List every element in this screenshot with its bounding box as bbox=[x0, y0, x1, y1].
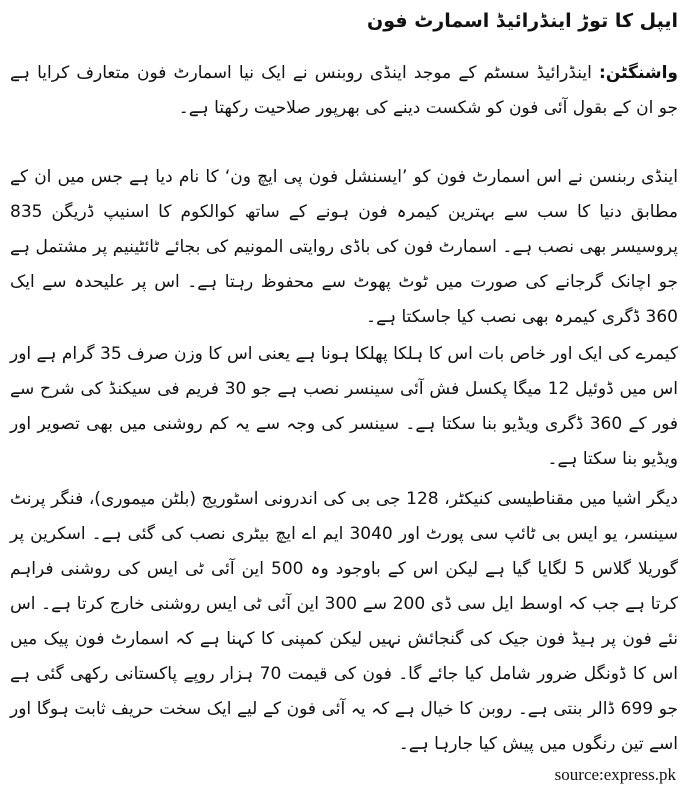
article-paragraph-2: اینڈی ربنسن نے اس اسمارٹ فون کو ’ایسنشل فون پی ایچ ون‘ کا نام دیا ہے جس میں ان کے مطابق دنیا کا سب سے بہترین کیمرہ فون ہونے کے ساتھ کوالکوم کا اسنیپ ڈریگن 835 پروسیسر بھی نصب ہے۔ اسمارٹ فون کی باڈی روایتی المونیم کی بجائے ٹائٹینیم پر مشتمل ہے جو اچانک گرجانے کی صورت میں ٹوٹ پھوٹ سے محفوظ رہتا ہے۔ اس پر علیحدہ سے ایک 360 ڈگری کیمرہ بھی نصب کیا جاسکتا ہے۔ bbox=[10, 167, 678, 327]
article-paragraph-3: کیمرے کی ایک اور خاص بات اس کا ہلکا پھلکا ہونا ہے یعنی اس کا وزن صرف 35 گرام ہے اور اس میں ڈوئیل 12 میگا پکسل فش آئی سینسر نصب ہے جو 30 فریم فی سیکنڈ کی شرح سے فور کے 360 ڈگری ویڈیو بنا سکتا ہے۔ سینسر کی وجہ سے یہ کم روشنی میں بھی تصویر اور ویڈیو بنا سکتا ہے۔ bbox=[10, 344, 678, 469]
article-dateline: واشنگٹن: bbox=[599, 63, 678, 83]
article-paragraph-4: دیگر اشیا میں مقناطیسی کنیکٹر، 128 جی بی کی اندرونی اسٹوریج (بلٹن میموری)، فنگر پرنٹ سینسر، یو ایس بی ٹائپ سی پورٹ اور 3040 ایم اے ایچ بیٹری نصب کی گئی ہے۔ اسکرین پر گوریلا گلاس 5 لگایا گیا ہے لیکن اس کے باوجود وہ 500 این آئی ٹی ایس کی روشنی فراہم کرتا ہے جب کہ اوسط ایل سی ڈی 200 سے 300 این آئی ٹی ایس روشنی خارج کرتا ہے۔ اس نئے فون پر ہیڈ فون جیک کی گنجائش نہیں لیکن کمپنی کا کہنا ہے کہ اسمارٹ فون پیک میں اس کا ڈونگل ضرور شامل کیا جائے گا۔ فون کی قیمت 70 ہزار روپے پاکستانی رکھی گئی ہے جو 699 ڈالر بنتی ہے۔ روبن کا خیال ہے کہ یہ آئی فون کے لیے ایک سخت حریف ثابت ہوگا اور اسے تین رنگوں میں پیش کیا جارہا ہے۔ bbox=[10, 489, 679, 754]
article-headline: ایپل کا توڑ اینڈرائیڈ اسمارٹ فون bbox=[367, 10, 678, 32]
paragraph-1-text: اینڈرائیڈ سسٹم کے موجد اینڈی روبنس نے ایک نیا اسمارٹ فون متعارف کرایا ہے جو ان کے بقول آئی فون کو شکست دینے کی بھرپور صلاحیت رکھتا ہے۔ bbox=[10, 63, 678, 118]
article-paragraph-1 bbox=[10, 56, 678, 126]
source-credit: source:express.pk bbox=[554, 765, 676, 784]
